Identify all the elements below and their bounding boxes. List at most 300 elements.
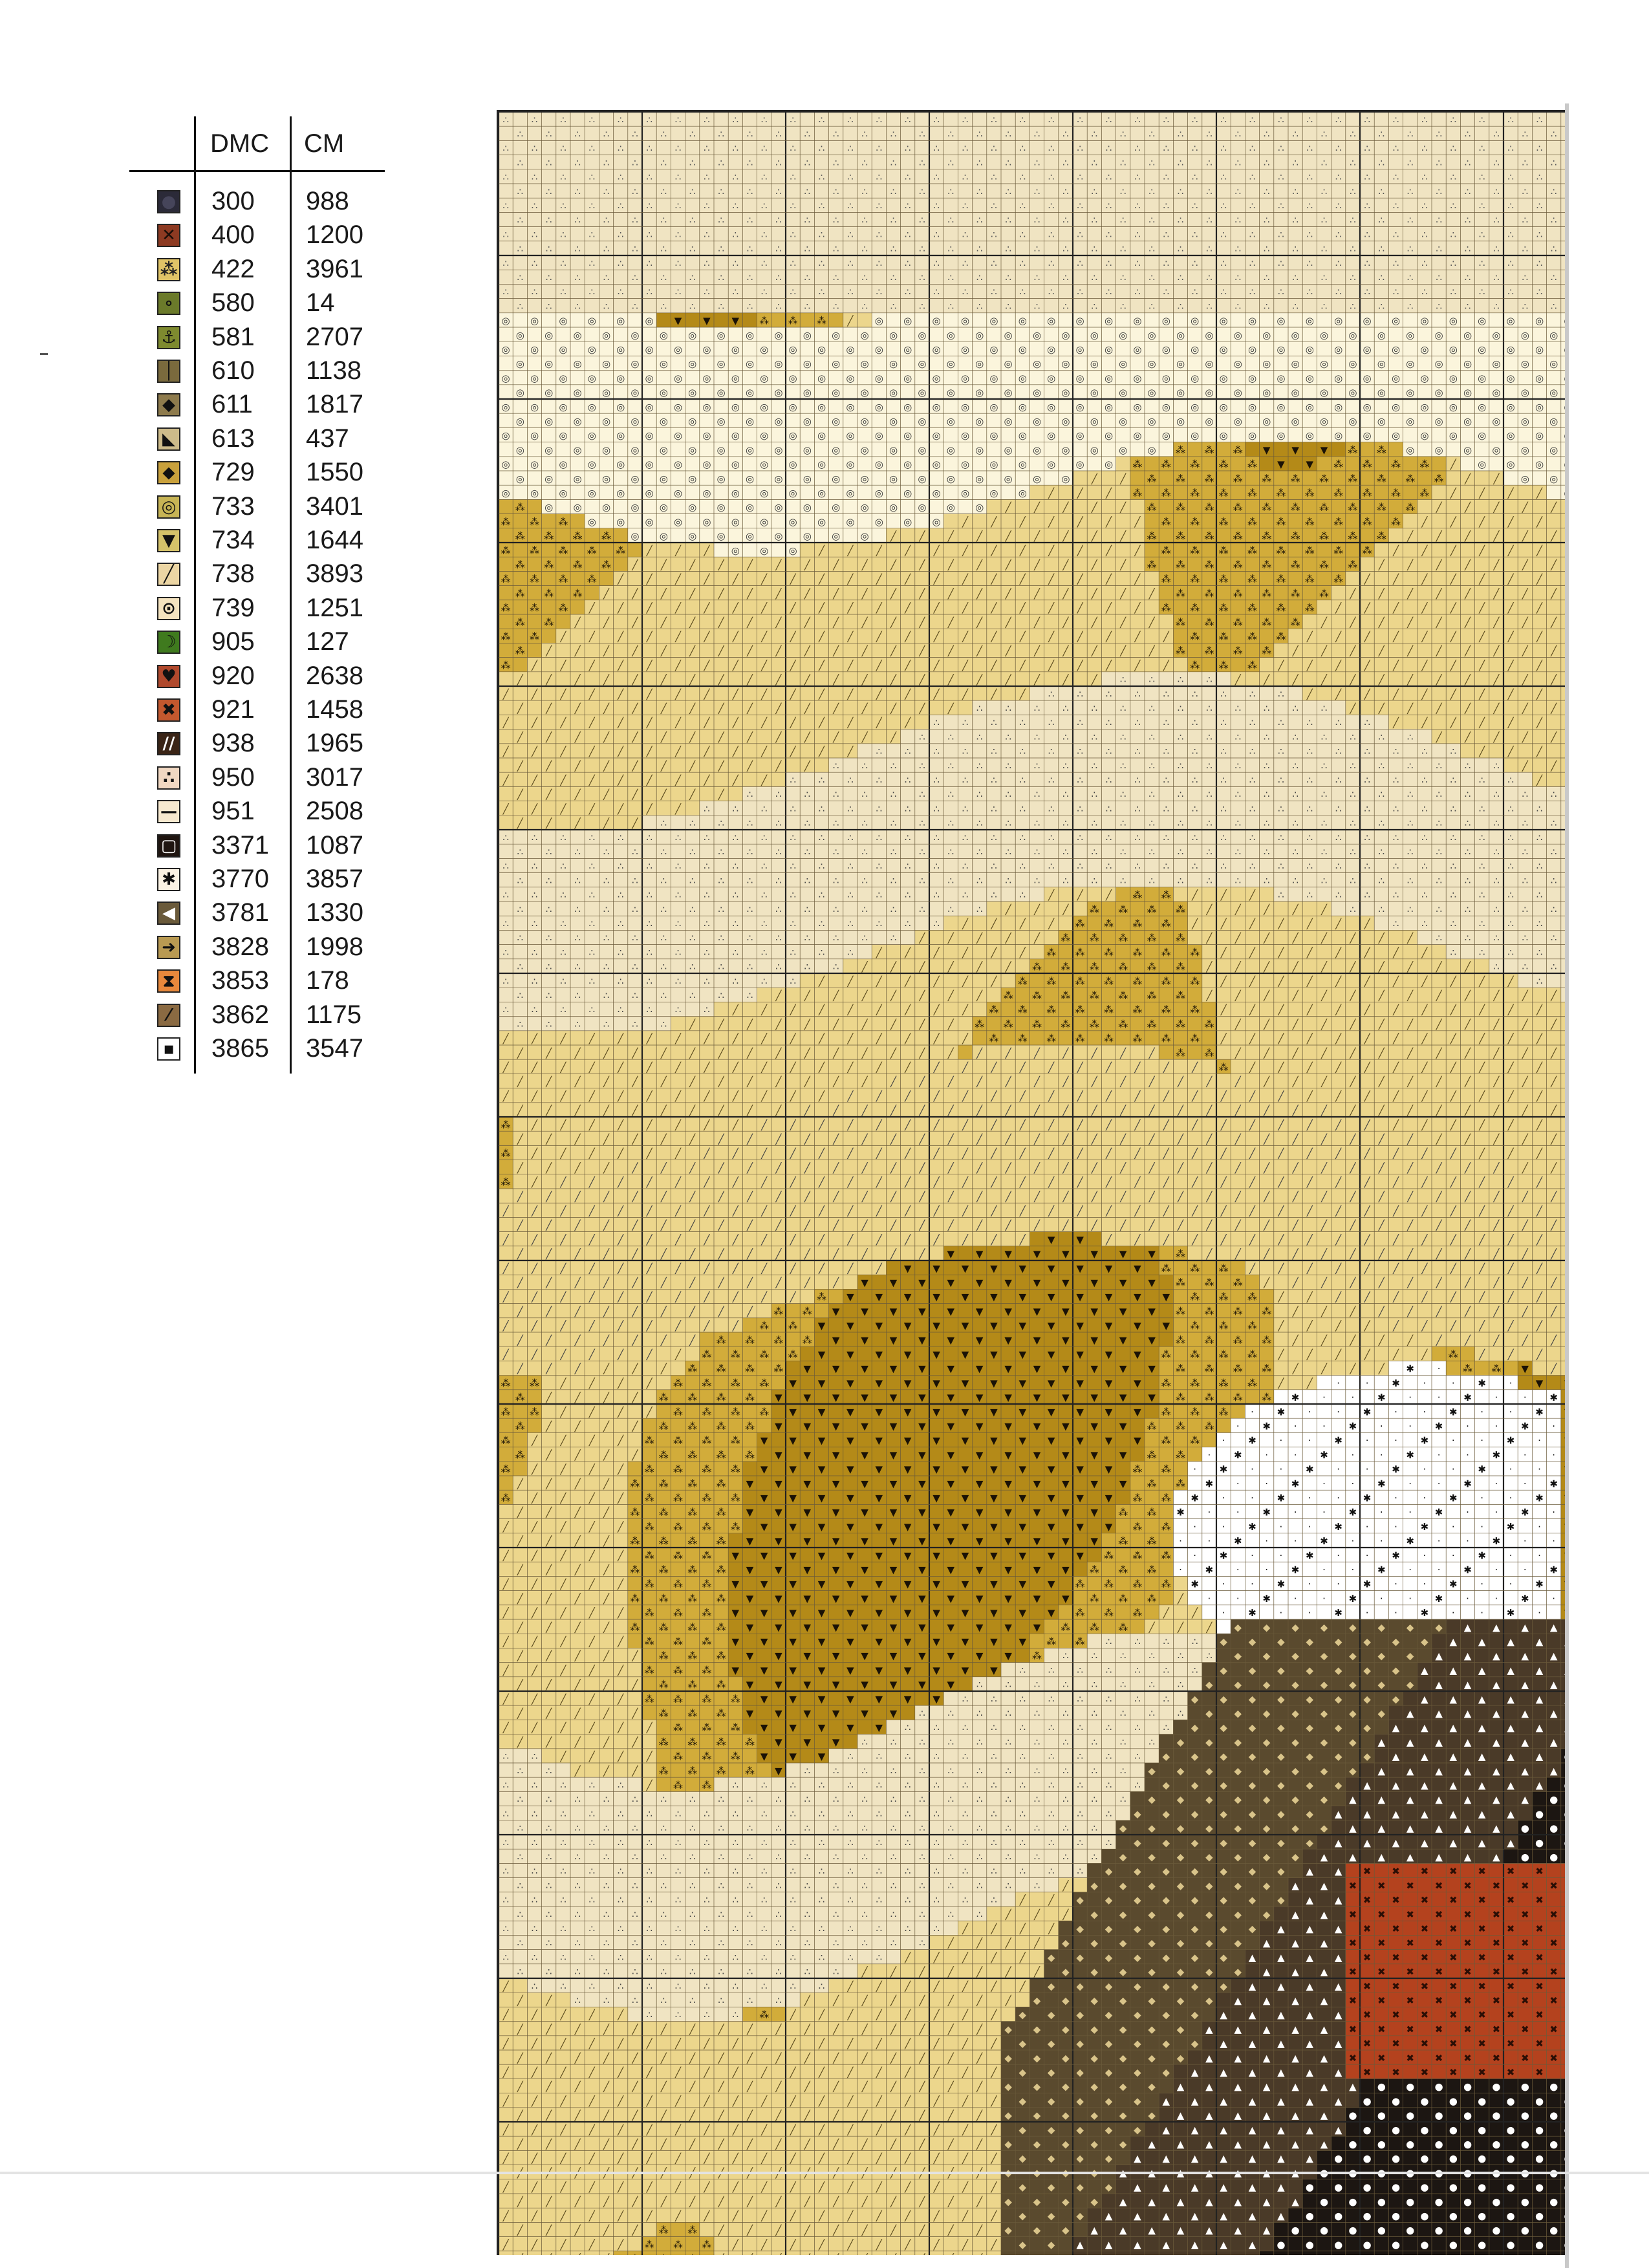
svg-text:╱: ╱: [1450, 717, 1457, 729]
svg-text:∴: ∴: [1379, 186, 1385, 197]
svg-text:◎: ◎: [846, 344, 854, 356]
svg-text:◎: ◎: [1018, 459, 1027, 470]
svg-text:╱: ╱: [1119, 645, 1126, 657]
svg-text:∴: ∴: [661, 157, 667, 169]
svg-text:∴: ∴: [1450, 171, 1457, 183]
svg-text:╱: ╱: [1478, 660, 1485, 671]
svg-text:∴: ∴: [1264, 129, 1270, 140]
svg-text:◎: ◎: [832, 502, 840, 513]
svg-text:∴: ∴: [603, 157, 610, 169]
svg-text:⁂: ⁂: [573, 530, 583, 542]
svg-text:∴: ∴: [790, 114, 796, 125]
svg-text:◎: ◎: [645, 315, 654, 327]
svg-text:∴: ∴: [1062, 157, 1069, 169]
svg-text:╱: ╱: [1550, 530, 1557, 542]
svg-text:◎: ◎: [1262, 358, 1271, 370]
bold-x-icon: ✖: [157, 698, 180, 722]
svg-text:╱: ╱: [962, 631, 969, 643]
svg-text:∴: ∴: [1292, 129, 1299, 140]
svg-text:∴: ∴: [661, 186, 667, 197]
svg-text:∴: ∴: [1436, 272, 1442, 284]
svg-text:◎: ◎: [1291, 387, 1300, 398]
svg-text:◎: ◎: [1133, 401, 1141, 413]
svg-text:◎: ◎: [1047, 344, 1055, 356]
svg-text:◎: ◎: [1262, 329, 1271, 341]
svg-text:◎: ◎: [774, 416, 782, 427]
svg-text:◎: ◎: [516, 473, 524, 484]
svg-text:◎: ◎: [746, 502, 754, 513]
svg-text:╱: ╱: [646, 688, 653, 700]
svg-text:╱: ╱: [760, 574, 768, 585]
svg-text:╱: ╱: [804, 645, 811, 657]
svg-text:╱: ╱: [1392, 688, 1399, 700]
legend-row: [0, 965, 453, 999]
svg-text:╱: ╱: [603, 616, 610, 628]
svg-text:∴: ∴: [1163, 114, 1170, 125]
svg-text:∴: ∴: [1077, 200, 1083, 212]
svg-text:╱: ╱: [1536, 631, 1543, 643]
svg-text:◎: ◎: [1363, 401, 1372, 413]
svg-text:╱: ╱: [1493, 703, 1500, 715]
svg-text:∴: ∴: [1307, 114, 1313, 125]
svg-text:∴: ∴: [1077, 717, 1083, 729]
svg-text:◎: ◎: [1435, 387, 1443, 398]
svg-text:╱: ╱: [832, 559, 839, 571]
svg-text:∴: ∴: [704, 171, 710, 183]
svg-text:∴: ∴: [1020, 114, 1026, 125]
svg-text:◎: ◎: [817, 344, 826, 356]
svg-text:╱: ╱: [1436, 588, 1443, 599]
svg-text:◎: ◎: [1463, 416, 1472, 427]
svg-text:⁂: ⁂: [1319, 502, 1329, 513]
svg-text:◎: ◎: [932, 430, 941, 442]
svg-text:◎: ◎: [1047, 459, 1055, 470]
cm-number: 1251: [306, 594, 363, 623]
svg-text:∴: ∴: [589, 114, 596, 125]
svg-text:∴: ∴: [1393, 143, 1399, 155]
svg-text:◎: ◎: [731, 488, 740, 499]
legend-row: [0, 219, 453, 253]
svg-text:◎: ◎: [903, 516, 912, 528]
svg-text:◎: ◎: [1018, 488, 1027, 499]
svg-text:◎: ◎: [746, 387, 754, 398]
svg-text:◎: ◎: [760, 373, 768, 384]
svg-text:╱: ╱: [746, 616, 753, 628]
double-ring-icon: ◎: [157, 495, 180, 519]
svg-text:∴: ∴: [747, 243, 753, 255]
svg-text:∴: ∴: [1120, 243, 1126, 255]
svg-text:∴: ∴: [890, 129, 897, 140]
svg-text:∴: ∴: [1092, 703, 1098, 715]
svg-text:╱: ╱: [1478, 516, 1485, 528]
svg-text:∴: ∴: [1048, 688, 1055, 700]
svg-text:◎: ◎: [1377, 329, 1386, 341]
svg-text:∴: ∴: [1206, 674, 1212, 686]
svg-text:∴: ∴: [1292, 215, 1299, 226]
svg-text:◎: ◎: [889, 329, 898, 341]
svg-text:∴: ∴: [689, 186, 696, 197]
svg-text:◎: ◎: [702, 344, 711, 356]
svg-text:⁂: ⁂: [1247, 631, 1257, 643]
svg-text:╱: ╱: [1148, 645, 1156, 657]
svg-text:◎: ◎: [1234, 329, 1242, 341]
svg-text:∴: ∴: [1178, 215, 1184, 226]
svg-text:◎: ◎: [574, 329, 582, 341]
svg-text:◎: ◎: [559, 344, 567, 356]
svg-text:◎: ◎: [1492, 416, 1500, 427]
svg-text:⁂: ⁂: [1190, 516, 1200, 528]
svg-text:◎: ◎: [688, 530, 696, 542]
oval-slash-icon: ⁄: [157, 1004, 180, 1027]
svg-text:╱: ╱: [818, 545, 825, 556]
svg-text:◎: ◎: [602, 473, 610, 484]
svg-text:⁂: ⁂: [1204, 588, 1214, 599]
svg-text:◎: ◎: [861, 444, 869, 456]
svg-text:∴: ∴: [819, 229, 825, 241]
svg-text:∴: ∴: [1479, 200, 1485, 212]
svg-text:◎: ◎: [1549, 444, 1558, 456]
svg-text:╱: ╱: [775, 703, 782, 715]
svg-text:╱: ╱: [1507, 688, 1514, 700]
svg-text:∴: ∴: [790, 257, 796, 269]
svg-text:∴: ∴: [574, 129, 581, 140]
cross-x-icon: ✕: [157, 224, 180, 247]
svg-text:╱: ╱: [1550, 703, 1557, 715]
legend-row: [0, 524, 453, 558]
svg-text:▼: ▼: [703, 315, 711, 327]
svg-text:∴: ∴: [1077, 171, 1083, 183]
svg-text:╱: ╱: [1378, 559, 1385, 571]
svg-text:⁂: ⁂: [1132, 459, 1142, 470]
svg-text:∴: ∴: [704, 143, 710, 155]
asterisk-icon: ✱: [157, 868, 180, 891]
svg-text:∴: ∴: [718, 186, 724, 197]
svg-text:◎: ◎: [1047, 373, 1055, 384]
cm-number: 3961: [306, 255, 363, 284]
svg-text:∴: ∴: [560, 171, 566, 183]
svg-text:∴: ∴: [890, 215, 897, 226]
svg-text:◎: ◎: [731, 430, 740, 442]
svg-text:∴: ∴: [1421, 171, 1428, 183]
svg-text:◎: ◎: [616, 315, 625, 327]
svg-text:∴: ∴: [502, 171, 509, 183]
svg-text:∴: ∴: [1048, 229, 1055, 241]
legend-header-cm: CM: [304, 129, 344, 158]
svg-text:◎: ◎: [516, 416, 524, 427]
legend-row: [0, 626, 453, 660]
svg-text:◎: ◎: [602, 329, 610, 341]
svg-text:∴: ∴: [618, 171, 624, 183]
svg-text:∴: ∴: [1321, 703, 1328, 715]
svg-text:⁂: ⁂: [1204, 645, 1214, 657]
svg-text:⁂: ⁂: [1219, 516, 1229, 528]
svg-text:◎: ◎: [717, 358, 726, 370]
svg-text:∴: ∴: [618, 257, 624, 269]
svg-text:◎: ◎: [502, 315, 510, 327]
svg-text:∴: ∴: [948, 215, 954, 226]
svg-text:∴: ∴: [761, 257, 768, 269]
svg-text:╱: ╱: [1478, 602, 1485, 614]
svg-text:◎: ◎: [645, 401, 654, 413]
svg-text:∴: ∴: [1393, 257, 1399, 269]
svg-text:╱: ╱: [1406, 674, 1414, 686]
svg-text:∴: ∴: [1493, 157, 1500, 169]
svg-text:╱: ╱: [689, 674, 696, 686]
svg-text:⁂: ⁂: [1348, 530, 1357, 542]
svg-text:◎: ◎: [817, 516, 826, 528]
svg-text:╱: ╱: [1392, 574, 1399, 585]
svg-text:⁂: ⁂: [1204, 530, 1214, 542]
svg-text:╱: ╱: [876, 660, 883, 671]
svg-text:╱: ╱: [1062, 530, 1069, 542]
svg-text:◎: ◎: [1033, 444, 1041, 456]
svg-text:◎: ◎: [918, 473, 926, 484]
svg-text:╱: ╱: [890, 588, 897, 599]
svg-text:⁂: ⁂: [1363, 545, 1372, 556]
svg-text:╱: ╱: [818, 574, 825, 585]
svg-text:∴: ∴: [1192, 143, 1198, 155]
svg-text:╱: ╱: [631, 588, 638, 599]
svg-text:∴: ∴: [1206, 243, 1212, 255]
svg-text:╱: ╱: [990, 660, 997, 671]
svg-text:∴: ∴: [675, 200, 682, 212]
svg-text:◎: ◎: [544, 329, 553, 341]
svg-text:◎: ◎: [1119, 329, 1127, 341]
svg-text:╱: ╱: [760, 717, 768, 729]
svg-text:⁂: ⁂: [1319, 530, 1329, 542]
svg-text:◎: ◎: [1076, 315, 1084, 327]
svg-text:╱: ╱: [760, 631, 768, 643]
svg-text:∴: ∴: [1178, 674, 1184, 686]
svg-text:◎: ◎: [1521, 358, 1529, 370]
svg-text:◎: ◎: [1478, 373, 1486, 384]
svg-text:∴: ∴: [890, 186, 897, 197]
svg-text:∴: ∴: [861, 129, 868, 140]
svg-text:◎: ◎: [1320, 329, 1328, 341]
svg-text:◎: ◎: [502, 373, 510, 384]
svg-text:∴: ∴: [1106, 286, 1112, 298]
svg-text:◎: ◎: [1521, 387, 1529, 398]
svg-text:╱: ╱: [559, 717, 566, 729]
svg-text:◎: ◎: [961, 459, 969, 470]
svg-text:╱: ╱: [1105, 545, 1112, 556]
svg-text:∴: ∴: [646, 286, 652, 298]
svg-text:╱: ╱: [1478, 631, 1485, 643]
svg-text:∴: ∴: [991, 143, 997, 155]
svg-text:╱: ╱: [1406, 530, 1414, 542]
svg-text:∴: ∴: [1120, 215, 1126, 226]
svg-text:∴: ∴: [1450, 229, 1457, 241]
svg-text:◎: ◎: [1105, 373, 1113, 384]
dmc-number: 580: [211, 288, 255, 318]
svg-text:∴: ∴: [833, 186, 839, 197]
svg-text:╱: ╱: [689, 616, 696, 628]
vertical-bar-icon: │: [157, 360, 180, 383]
svg-text:╱: ╱: [846, 717, 854, 729]
svg-text:∴: ∴: [1522, 215, 1529, 226]
svg-text:∴: ∴: [1178, 186, 1184, 197]
svg-text:◎: ◎: [588, 344, 596, 356]
svg-text:∴: ∴: [1120, 186, 1126, 197]
svg-text:∴: ∴: [546, 272, 552, 284]
svg-text:╱: ╱: [1119, 473, 1126, 484]
svg-text:∴: ∴: [1148, 243, 1155, 255]
svg-text:╱: ╱: [1392, 602, 1399, 614]
svg-text:∴: ∴: [1465, 243, 1471, 255]
svg-text:∴: ∴: [1163, 171, 1170, 183]
svg-text:╱: ╱: [933, 602, 940, 614]
svg-text:╱: ╱: [1077, 488, 1084, 499]
svg-text:⁂: ⁂: [573, 559, 583, 571]
svg-text:◎: ◎: [702, 401, 711, 413]
svg-text:∴: ∴: [1134, 257, 1141, 269]
svg-text:∴: ∴: [1536, 229, 1543, 241]
svg-text:╱: ╱: [1005, 616, 1012, 628]
svg-text:◎: ◎: [918, 416, 926, 427]
svg-text:∴: ∴: [1307, 143, 1313, 155]
svg-text:∴: ∴: [919, 731, 925, 743]
color-key-legend: [0, 0, 453, 1099]
svg-text:╱: ╱: [1349, 588, 1356, 599]
svg-text:∴: ∴: [1551, 129, 1557, 140]
svg-text:╱: ╱: [790, 717, 797, 729]
svg-text:∴: ∴: [1264, 703, 1270, 715]
svg-text:◎: ◎: [1334, 373, 1342, 384]
svg-text:◎: ◎: [602, 358, 610, 370]
svg-text:◎: ◎: [789, 545, 797, 556]
svg-text:◎: ◎: [803, 416, 812, 427]
svg-text:◎: ◎: [746, 444, 754, 456]
svg-text:⁂: ⁂: [1348, 444, 1357, 456]
svg-text:⁂: ⁂: [1161, 488, 1171, 499]
svg-text:◎: ◎: [660, 416, 668, 427]
svg-text:⁂: ⁂: [759, 315, 769, 327]
svg-text:╱: ╱: [990, 688, 997, 700]
svg-text:∴: ∴: [646, 143, 652, 155]
svg-text:◎: ◎: [746, 358, 754, 370]
svg-text:∴: ∴: [733, 257, 739, 269]
cm-number: 437: [306, 424, 349, 453]
svg-text:∴: ∴: [1421, 286, 1428, 298]
svg-text:◎: ◎: [688, 473, 696, 484]
svg-text:∴: ∴: [919, 243, 925, 255]
svg-text:╱: ╱: [1421, 688, 1428, 700]
svg-text:∴: ∴: [661, 129, 667, 140]
svg-text:⁂: ⁂: [558, 516, 568, 528]
svg-text:∴: ∴: [532, 229, 538, 241]
svg-text:╱: ╱: [1464, 588, 1471, 599]
svg-text:◎: ◎: [789, 516, 797, 528]
svg-text:◎: ◎: [989, 401, 998, 413]
svg-text:∴: ∴: [833, 243, 839, 255]
svg-text:∴: ∴: [532, 143, 538, 155]
svg-text:∴: ∴: [933, 171, 940, 183]
svg-text:╱: ╱: [1522, 616, 1529, 628]
svg-text:╱: ╱: [1450, 488, 1457, 499]
svg-text:⁂: ⁂: [1247, 660, 1257, 671]
svg-text:╱: ╱: [790, 602, 797, 614]
svg-text:◎: ◎: [702, 373, 711, 384]
svg-text:∴: ∴: [1379, 129, 1385, 140]
svg-text:◎: ◎: [688, 444, 696, 456]
svg-text:╱: ╱: [904, 660, 911, 671]
svg-text:◎: ◎: [530, 315, 539, 327]
down-triangle-icon: ▼: [157, 529, 180, 552]
svg-text:◎: ◎: [861, 530, 869, 542]
svg-text:╱: ╱: [660, 616, 667, 628]
svg-text:∴: ∴: [1264, 215, 1270, 226]
svg-text:∴: ∴: [546, 157, 552, 169]
svg-text:∴: ∴: [976, 243, 983, 255]
svg-text:╱: ╱: [861, 588, 868, 599]
svg-text:∴: ∴: [1178, 157, 1184, 169]
svg-text:╱: ╱: [718, 588, 725, 599]
svg-text:∴: ∴: [905, 143, 911, 155]
legend-row: [0, 795, 453, 829]
svg-text:╱: ╱: [990, 631, 997, 643]
svg-text:∴: ∴: [502, 229, 509, 241]
svg-text:◎: ◎: [630, 473, 639, 484]
svg-text:∴: ∴: [1062, 129, 1069, 140]
svg-text:⁂: ⁂: [1190, 574, 1200, 585]
svg-text:∴: ∴: [1493, 215, 1500, 226]
svg-text:∴: ∴: [574, 215, 581, 226]
svg-text:∴: ∴: [1522, 243, 1529, 255]
svg-text:◎: ◎: [889, 416, 898, 427]
svg-text:◎: ◎: [760, 401, 768, 413]
svg-text:◎: ◎: [1033, 416, 1041, 427]
svg-text:∴: ∴: [661, 215, 667, 226]
svg-text:╱: ╱: [846, 574, 854, 585]
svg-text:╱: ╱: [631, 645, 638, 657]
svg-text:◎: ◎: [731, 545, 740, 556]
svg-text:╱: ╱: [790, 631, 797, 643]
svg-text:∴: ∴: [1235, 301, 1242, 312]
cm-number: 14: [306, 288, 335, 318]
svg-text:◎: ◎: [1291, 329, 1300, 341]
svg-text:∴: ∴: [560, 143, 566, 155]
svg-text:∴: ∴: [1379, 301, 1385, 312]
svg-text:∴: ∴: [747, 215, 753, 226]
svg-text:◎: ◎: [1392, 373, 1400, 384]
svg-text:◎: ◎: [947, 416, 955, 427]
svg-text:⁂: ⁂: [1291, 502, 1300, 513]
svg-text:╱: ╱: [1536, 488, 1543, 499]
svg-text:╱: ╱: [1493, 674, 1500, 686]
svg-text:∴: ∴: [976, 703, 983, 715]
svg-text:◎: ◎: [1334, 315, 1342, 327]
svg-text:◎: ◎: [1018, 344, 1027, 356]
svg-text:◎: ◎: [502, 459, 510, 470]
svg-text:◎: ◎: [803, 387, 812, 398]
svg-text:╱: ╱: [1436, 645, 1443, 657]
svg-text:╱: ╱: [904, 545, 911, 556]
svg-text:∴: ∴: [747, 157, 753, 169]
svg-text:∴: ∴: [574, 301, 581, 312]
svg-text:╱: ╱: [904, 688, 911, 700]
svg-text:◎: ◎: [1348, 387, 1357, 398]
svg-text:◎: ◎: [1004, 416, 1013, 427]
svg-text:◎: ◎: [588, 459, 596, 470]
svg-text:∴: ∴: [1206, 703, 1212, 715]
svg-text:╱: ╱: [1392, 545, 1399, 556]
svg-text:∴: ∴: [1364, 286, 1370, 298]
svg-text:◎: ◎: [516, 387, 524, 398]
svg-text:╱: ╱: [660, 731, 667, 743]
svg-text:⁂: ⁂: [1190, 660, 1200, 671]
svg-text:◎: ◎: [1363, 315, 1372, 327]
svg-text:∴: ∴: [1436, 215, 1442, 226]
